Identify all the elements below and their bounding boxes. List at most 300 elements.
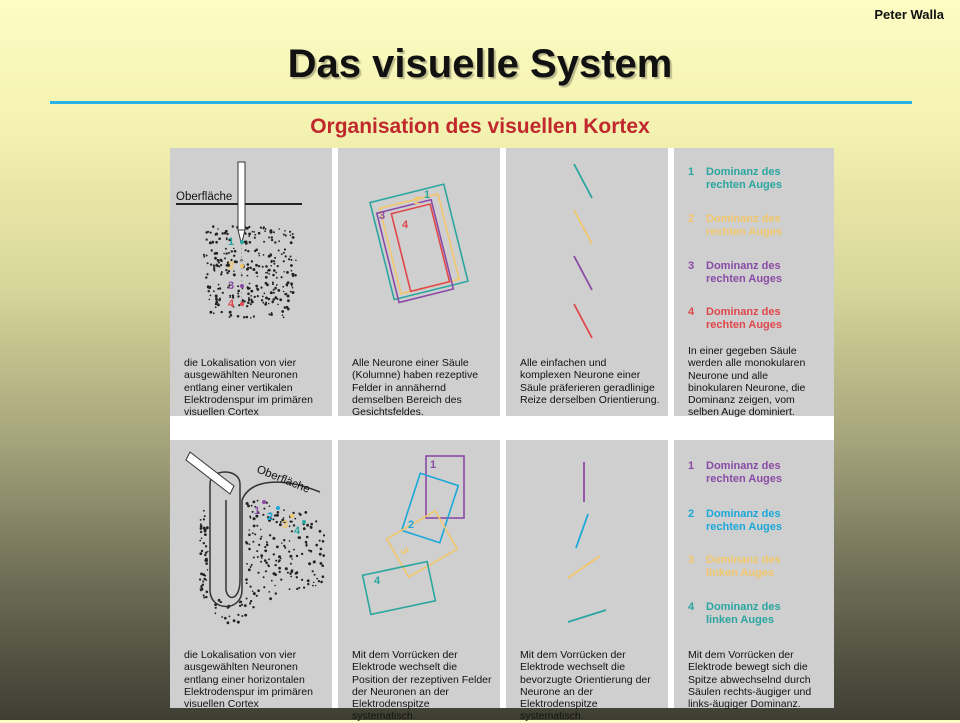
- neuron-dot: [206, 591, 209, 594]
- neuron-dot: [258, 253, 260, 255]
- neuron-dot: [249, 543, 251, 545]
- neuron-dot: [263, 241, 265, 243]
- neuron-dot: [266, 544, 269, 547]
- neuron-dot: [247, 267, 249, 269]
- neuron-dot: [237, 285, 239, 287]
- neuron-dot: [247, 250, 249, 252]
- neuron-dot: [273, 289, 275, 291]
- neuron-dot: [204, 529, 207, 532]
- neuron-dot: [287, 299, 290, 302]
- neuron-dot: [307, 579, 310, 582]
- neuron-dot: [221, 271, 223, 273]
- legend-line-2: linken Auges: [706, 567, 775, 579]
- legend-line-2: rechten Auges: [706, 319, 783, 331]
- neuron-dot: [209, 299, 211, 301]
- neuron-dot: [226, 272, 228, 274]
- neuron-dot: [264, 230, 266, 232]
- neuron-dot: [253, 525, 256, 528]
- top-electrode-panel: [170, 148, 332, 419]
- electrode-shaft: [238, 162, 245, 230]
- neuron-dot: [305, 541, 308, 544]
- neuron-dot: [274, 241, 276, 243]
- neuron-dot: [253, 231, 255, 233]
- neuron-dot: [229, 616, 231, 618]
- legend-number: 3: [688, 554, 695, 566]
- neuron-dot: [322, 540, 325, 543]
- neuron-dot: [224, 257, 226, 259]
- neuron-dot: [271, 236, 273, 238]
- neuron-dot: [276, 298, 278, 300]
- neuron-dot: [254, 296, 256, 298]
- neuron-dot: [205, 596, 207, 598]
- neuron-dot: [229, 316, 231, 318]
- neuron-dot: [284, 293, 286, 295]
- neuron-dot: [229, 311, 232, 314]
- neuron-dot: [320, 548, 323, 551]
- legend-line-1: Dominanz des: [706, 601, 781, 613]
- neuron-dot: [273, 269, 276, 272]
- neuron-dot: [250, 303, 252, 305]
- neuron-dot: [228, 252, 230, 254]
- neuron-dot: [269, 597, 272, 600]
- neuron-dot: [237, 290, 240, 293]
- bottom-caption-1: die Lokalisation von vier ausgewählten Neuronen entlang einer horizontalen Elektrodenspur im primären visuellen Cortex: [184, 649, 313, 711]
- neuron-dot: [255, 285, 258, 288]
- neuron-dot: [290, 291, 292, 293]
- neuron-dot: [232, 294, 234, 296]
- legend-line-1: Dominanz des: [706, 306, 781, 318]
- neuron-dot: [286, 283, 289, 286]
- neuron-dot: [221, 616, 223, 618]
- legend-line-2: rechten Auges: [706, 273, 783, 285]
- legend-line-1: Dominanz des: [706, 166, 781, 178]
- neuron-dot: [268, 591, 270, 593]
- neuron-dot: [265, 228, 267, 230]
- neuron-dot: [263, 508, 265, 510]
- neuron-dot: [223, 253, 225, 255]
- neuron-dot: [246, 582, 248, 584]
- neuron-dot: [265, 276, 268, 279]
- neuron-1-marker: [240, 240, 244, 244]
- neuron-dot: [203, 542, 205, 544]
- neuron-dot: [214, 268, 216, 270]
- neuron-dot: [278, 228, 280, 230]
- neuron-dot: [277, 304, 279, 306]
- neuron-dot: [279, 298, 282, 301]
- neuron-dot: [257, 295, 259, 297]
- neuron-dot: [237, 621, 240, 624]
- neuron-dot: [274, 287, 277, 290]
- neuron-dot: [247, 275, 249, 277]
- neuron-dot: [292, 287, 294, 289]
- neuron-dot: [264, 546, 266, 548]
- field-3-number: 3: [397, 545, 411, 557]
- neuron-dot: [290, 563, 292, 565]
- neuron-dot: [295, 572, 298, 575]
- neuron-dot: [225, 230, 228, 233]
- legend-number: 1: [688, 166, 695, 178]
- neuron-dot: [219, 287, 221, 289]
- neuron-dot: [274, 564, 276, 566]
- neuron-dot: [275, 272, 277, 274]
- bottom-orientation-panel: [506, 440, 668, 723]
- neuron-dot: [269, 534, 271, 536]
- neuron-dot: [291, 530, 293, 532]
- neuron-dot: [215, 306, 217, 308]
- neuron-dot: [212, 226, 214, 228]
- legend-number: 4: [688, 601, 695, 613]
- neuron-2-number: 2: [267, 511, 274, 523]
- neuron-dot: [291, 270, 293, 272]
- neuron-dot: [265, 297, 268, 300]
- neuron-dot: [296, 588, 298, 590]
- neuron-dot: [232, 225, 234, 227]
- neuron-dot: [287, 295, 290, 298]
- neuron-dot: [271, 239, 273, 241]
- neuron-dot: [259, 255, 261, 257]
- neuron-dot: [246, 316, 249, 319]
- neuron-dot: [224, 617, 227, 620]
- neuron-dot: [283, 260, 285, 262]
- neuron-dot: [289, 525, 291, 527]
- neuron-dot: [314, 574, 316, 576]
- neuron-dot: [203, 510, 205, 512]
- neuron-dot: [215, 234, 217, 236]
- orientation-bar-1: [574, 164, 592, 198]
- neuron-dot: [305, 544, 307, 546]
- field-4-number: 4: [374, 575, 381, 587]
- neuron-dot: [230, 314, 233, 317]
- neuron-dot: [290, 235, 292, 237]
- field-2-number: 2: [414, 195, 421, 207]
- neuron-dot: [247, 293, 250, 296]
- neuron-dot: [287, 308, 290, 311]
- neuron-dot: [249, 241, 252, 244]
- neuron-dot: [260, 529, 262, 531]
- neuron-dot: [270, 265, 272, 267]
- neuron-dot: [313, 582, 315, 584]
- neuron-dot: [208, 290, 210, 292]
- neuron-dot: [273, 292, 275, 294]
- neuron-dot: [210, 232, 212, 234]
- top-caption-2: Alle Neurone einer Säule (Kolumne) haben rezeptive Felder in annähernd demselben Bereich des Gesichtsfeldes.: [352, 357, 479, 419]
- neuron-dot: [227, 621, 230, 624]
- neuron-dot: [283, 317, 285, 319]
- neuron-dot: [201, 550, 203, 552]
- neuron-dot: [206, 273, 208, 275]
- neuron-dot: [281, 253, 283, 255]
- cortex-figure: [170, 148, 834, 723]
- neuron-dot: [233, 619, 236, 622]
- bottom-fields-panel: [338, 440, 500, 723]
- neuron-dot: [203, 597, 205, 599]
- legend-number: 4: [688, 306, 695, 318]
- neuron-dot: [296, 555, 298, 557]
- bottom-dominance-panel: [674, 440, 834, 711]
- neuron-dot: [310, 523, 313, 526]
- neuron-dot: [222, 292, 224, 294]
- neuron-dot: [207, 569, 209, 571]
- neuron-dot: [217, 228, 219, 230]
- neuron-dot: [289, 231, 291, 233]
- neuron-dots: [199, 500, 325, 624]
- neuron-dot: [261, 536, 263, 538]
- neuron-dot: [253, 592, 256, 595]
- neuron-dot: [290, 520, 292, 522]
- neuron-dot: [252, 606, 254, 608]
- bottom-caption-3: Mit dem Vorrücken der Elektrode wechselt die bevorzugte Orientierung der Neurone an der Elektrodenspitze systematisch.: [520, 649, 651, 723]
- neuron-4-number: 4: [294, 525, 301, 537]
- neuron-dot: [279, 571, 281, 573]
- author-name: Peter Walla: [874, 7, 944, 22]
- neuron-dot: [288, 551, 290, 553]
- neuron-dot: [205, 552, 207, 554]
- neuron-dot: [206, 526, 209, 529]
- neuron-2-number: 2: [228, 260, 235, 272]
- neuron-dot: [221, 260, 223, 262]
- neuron-dot: [214, 612, 216, 614]
- neuron-dot: [252, 541, 254, 543]
- neuron-dot: [307, 583, 309, 585]
- neuron-dot: [283, 509, 285, 511]
- neuron-1-number: 1: [254, 505, 261, 517]
- neuron-dot: [239, 605, 241, 607]
- neuron-dot: [304, 511, 307, 514]
- neuron-dot: [280, 558, 282, 560]
- neuron-dot: [306, 536, 309, 539]
- neuron-dot: [283, 271, 285, 273]
- neuron-dot: [250, 600, 252, 602]
- neuron-dot: [255, 264, 258, 267]
- neuron-dot: [270, 231, 273, 234]
- neuron-3-number: 3: [282, 519, 289, 531]
- neuron-dot: [313, 561, 316, 564]
- neuron-dot: [248, 226, 250, 228]
- surface-label: Oberfläche: [254, 463, 312, 496]
- neuron-dot: [273, 553, 275, 555]
- field-3-number: 3: [379, 210, 386, 222]
- neuron-dot: [253, 501, 256, 504]
- neuron-dot: [256, 525, 258, 527]
- neuron-dot: [250, 299, 252, 301]
- neuron-dot: [205, 558, 208, 561]
- neuron-dot: [263, 576, 265, 578]
- neuron-dot: [209, 241, 212, 244]
- neuron-dot: [247, 505, 250, 508]
- neuron-dot: [270, 261, 272, 263]
- neuron-dot: [221, 311, 223, 313]
- neuron-dot: [276, 546, 279, 549]
- neuron-dot: [213, 265, 215, 267]
- neuron-dots: [203, 225, 297, 318]
- neuron-dot: [248, 299, 250, 301]
- neuron-dot: [251, 564, 253, 566]
- legend-line-1: Dominanz des: [706, 213, 781, 225]
- orientation-bar-2: [574, 210, 592, 244]
- neuron-dot: [243, 316, 245, 318]
- neuron-dot: [318, 580, 320, 582]
- neuron-dot: [250, 517, 252, 519]
- neuron-dot: [235, 261, 238, 264]
- neuron-dot: [203, 594, 205, 596]
- neuron-dot: [284, 306, 287, 309]
- neuron-dot: [284, 230, 286, 232]
- neuron-dot: [278, 240, 280, 242]
- neuron-dot: [200, 523, 202, 525]
- neuron-dot: [274, 257, 276, 259]
- neuron-dot: [320, 581, 323, 584]
- neuron-dot: [285, 234, 287, 236]
- bottom-caption-4: Mit dem Vorrücken der Elektrode bewegt sich die Spitze abwechselnd durch Säulen rechts-äugiger und links-äugiger Dominanz.: [688, 649, 812, 711]
- neuron-dot: [272, 537, 275, 540]
- neuron-dot: [315, 585, 317, 587]
- neuron-dot: [201, 537, 203, 539]
- neuron-dot: [268, 273, 270, 275]
- neuron-dot: [322, 575, 325, 578]
- neuron-dot: [264, 303, 267, 306]
- neuron-dot: [234, 250, 237, 253]
- neuron-dot: [257, 589, 260, 592]
- surface-label: Oberfläche: [176, 191, 233, 203]
- cortex-surface-outer: [210, 472, 240, 597]
- slide-title: Das visuelle System: [287, 42, 673, 86]
- neuron-dot: [274, 585, 276, 587]
- neuron-dot: [277, 511, 280, 514]
- neuron-dot: [289, 573, 291, 575]
- neuron-dot: [237, 295, 239, 297]
- neuron-dot: [210, 311, 213, 314]
- orientation-bar-3: [568, 556, 600, 578]
- neuron-dot: [213, 290, 215, 292]
- neuron-dot: [282, 314, 284, 316]
- neuron-dot: [213, 312, 215, 314]
- neuron-dot: [256, 288, 258, 290]
- neuron-dot: [306, 524, 309, 527]
- field-4-number: 4: [402, 219, 409, 231]
- orientation-bar-3: [574, 256, 592, 290]
- legend-line-1: Dominanz des: [706, 554, 781, 566]
- neuron-dot: [241, 274, 243, 276]
- neuron-dot: [293, 549, 295, 551]
- neuron-dot: [277, 289, 280, 292]
- neuron-dot: [231, 250, 233, 252]
- neuron-dot: [229, 295, 231, 297]
- neuron-dot: [248, 548, 251, 551]
- neuron-dot: [273, 231, 275, 233]
- neuron-dot: [218, 237, 221, 240]
- neuron-dot: [301, 579, 303, 581]
- field-2-number: 2: [408, 519, 415, 531]
- neuron-dot: [277, 265, 279, 267]
- neuron-dot: [199, 578, 201, 580]
- neuron-dot: [319, 553, 322, 556]
- neuron-dot: [252, 268, 255, 271]
- neuron-dot: [283, 252, 285, 254]
- field-4: [363, 562, 436, 615]
- neuron-dot: [206, 255, 208, 257]
- neuron-dot: [254, 234, 256, 236]
- neuron-2-marker: [276, 506, 280, 510]
- neuron-dot: [233, 255, 235, 257]
- neuron-dot: [207, 551, 209, 553]
- neuron-dot: [288, 258, 290, 260]
- neuron-dot: [262, 296, 264, 298]
- neuron-dot: [319, 540, 321, 542]
- top-caption-4: In einer gegeben Säule werden alle monokularen Neurone und alle binokularen Neurone, die Dominanz zeigen, vom selben Auge dominiert.: [688, 345, 806, 419]
- neuron-dot: [290, 576, 292, 578]
- neuron-dot: [276, 514, 279, 517]
- neuron-dot: [270, 313, 273, 316]
- neuron-dot: [310, 526, 312, 528]
- legend-number: 1: [688, 460, 695, 472]
- neuron-dot: [267, 272, 269, 274]
- neuron-dot: [320, 562, 323, 565]
- neuron-dot: [268, 303, 270, 305]
- neuron-1-number: 1: [228, 236, 235, 248]
- neuron-dot: [205, 562, 208, 565]
- neuron-dot: [215, 607, 217, 609]
- neuron-dot: [322, 554, 325, 557]
- neuron-dot: [244, 604, 247, 607]
- neuron-dot: [257, 276, 259, 278]
- neuron-dot: [260, 287, 262, 289]
- neuron-dot: [265, 265, 268, 268]
- neuron-dot: [218, 266, 220, 268]
- neuron-dot: [278, 250, 280, 252]
- top-orientation-panel: [506, 148, 668, 416]
- neuron-dot: [215, 241, 218, 244]
- neuron-dot: [214, 257, 217, 260]
- neuron-dot: [285, 255, 287, 257]
- neuron-dot: [254, 250, 256, 252]
- neuron-dot: [289, 555, 292, 558]
- neuron-dot: [290, 256, 292, 258]
- neuron-dot: [266, 541, 268, 543]
- neuron-dot: [273, 260, 275, 262]
- neuron-dot: [215, 295, 218, 298]
- field-4: [391, 204, 449, 291]
- neuron-dot: [271, 580, 273, 582]
- neuron-dot: [268, 558, 270, 560]
- neuron-dot: [241, 615, 243, 617]
- neuron-dot: [248, 297, 250, 299]
- top-caption-1: die Lokalisation von vier ausgewählten Neuronen entlang einer vertikalen Elektrodenspur im primären visuellen Cortex: [184, 357, 313, 419]
- legend-number: 2: [688, 213, 695, 225]
- neuron-dot: [248, 568, 251, 571]
- field-1-number: 1: [424, 189, 431, 201]
- neuron-dot: [275, 592, 277, 594]
- neuron-dot: [251, 300, 254, 303]
- neuron-dot: [243, 300, 245, 302]
- neuron-dot: [210, 295, 212, 297]
- neuron-dot: [258, 265, 260, 267]
- neuron-dot: [214, 270, 216, 272]
- neuron-dot: [260, 554, 263, 557]
- neuron-dot: [265, 272, 267, 274]
- top-fields-panel: [338, 148, 500, 419]
- neuron-dot: [226, 233, 228, 235]
- neuron-dot: [257, 572, 259, 574]
- field-1-number: 1: [430, 459, 437, 471]
- neuron-dot: [283, 291, 285, 293]
- neuron-4-marker: [240, 302, 244, 306]
- neuron-dot: [200, 525, 203, 528]
- neuron-dot: [246, 305, 248, 307]
- neuron-dot: [250, 566, 252, 568]
- neuron-dot: [282, 286, 284, 288]
- neuron-dot: [255, 271, 258, 274]
- neuron-dot: [292, 512, 294, 514]
